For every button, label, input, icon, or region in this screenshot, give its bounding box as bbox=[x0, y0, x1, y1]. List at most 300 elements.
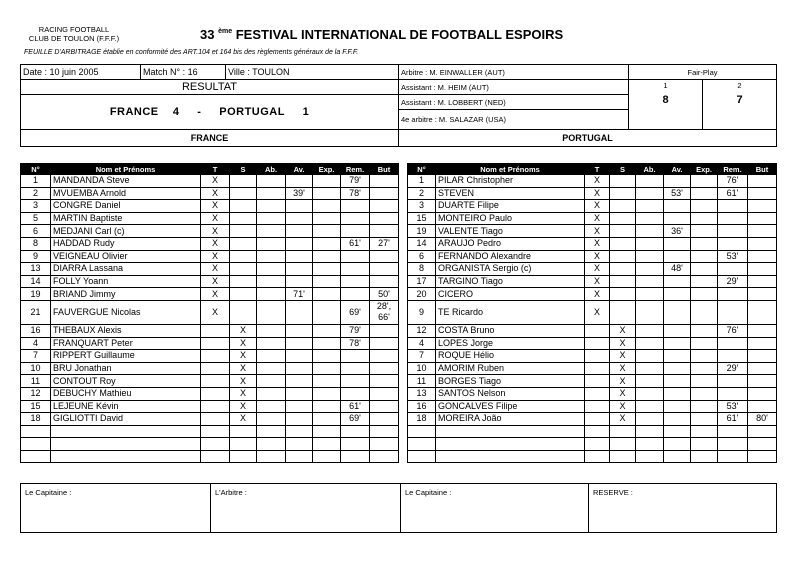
cell-t bbox=[201, 400, 230, 413]
cell-ab bbox=[257, 450, 286, 463]
cell-num: 5 bbox=[21, 212, 51, 225]
column-header: Nom et Prénoms bbox=[51, 164, 201, 175]
cell-num: 6 bbox=[21, 225, 51, 238]
away-score: 1 bbox=[302, 105, 310, 118]
cell-t: X bbox=[201, 300, 230, 324]
cell-ab bbox=[636, 212, 664, 225]
cell-exp bbox=[313, 450, 341, 463]
cell-but bbox=[748, 300, 777, 324]
cell-av bbox=[286, 225, 313, 238]
cell-t: X bbox=[585, 263, 610, 276]
cell-but bbox=[748, 175, 777, 188]
table-row bbox=[21, 425, 399, 438]
cell-t bbox=[585, 425, 610, 438]
cell-t bbox=[201, 324, 230, 337]
cell-name: FERNANDO Alexandre bbox=[436, 250, 585, 263]
cell-av bbox=[286, 175, 313, 188]
cell-but bbox=[748, 337, 777, 350]
cell-but bbox=[748, 425, 777, 438]
cell-s: X bbox=[610, 375, 636, 388]
cell-s bbox=[610, 450, 636, 463]
table-row bbox=[21, 237, 399, 250]
cell-exp bbox=[313, 300, 341, 324]
cell-exp bbox=[691, 450, 718, 463]
cell-but bbox=[370, 212, 399, 225]
cell-num bbox=[408, 425, 436, 438]
cell-t bbox=[201, 375, 230, 388]
fairplay-team-1 bbox=[629, 80, 703, 130]
match-city: Ville : TOULON bbox=[226, 65, 399, 80]
cell-exp bbox=[313, 425, 341, 438]
cell-rem bbox=[341, 225, 370, 238]
cell-num: 18 bbox=[408, 413, 436, 426]
cell-s bbox=[230, 212, 257, 225]
cell-num: 3 bbox=[408, 200, 436, 213]
cell-ab bbox=[636, 237, 664, 250]
cell-but bbox=[370, 175, 399, 188]
cell-exp bbox=[691, 300, 718, 324]
table-row bbox=[21, 275, 399, 288]
cell-av bbox=[664, 350, 691, 363]
cell-but bbox=[370, 187, 399, 200]
club-line-1: RACING FOOTBALL bbox=[38, 25, 110, 34]
cell-t: X bbox=[585, 300, 610, 324]
column-header: Rem. bbox=[718, 164, 748, 175]
cell-ab bbox=[257, 324, 286, 337]
cell-t: X bbox=[201, 187, 230, 200]
cell-rem: 53' bbox=[718, 400, 748, 413]
portugal-players-table bbox=[407, 163, 777, 463]
cell-t bbox=[585, 413, 610, 426]
cell-exp bbox=[313, 438, 341, 451]
cell-num: 10 bbox=[21, 362, 51, 375]
cell-name: HADDAD Rudy bbox=[51, 237, 201, 250]
referee: Arbitre : M. EINWALLER (AUT) bbox=[399, 65, 629, 80]
cell-rem: 61' bbox=[341, 237, 370, 250]
cell-rem: 79' bbox=[341, 324, 370, 337]
assistant-1: Assistant : M. HEIM (AUT) bbox=[399, 80, 629, 95]
cell-s bbox=[610, 438, 636, 451]
cell-ab bbox=[636, 200, 664, 213]
team-heading-portugal: PORTUGAL bbox=[399, 130, 777, 147]
fairplay-team-2 bbox=[703, 80, 777, 130]
cell-s bbox=[230, 438, 257, 451]
cell-exp bbox=[691, 400, 718, 413]
cell-ab bbox=[257, 175, 286, 188]
cell-but bbox=[748, 237, 777, 250]
cell-t: X bbox=[585, 225, 610, 238]
cell-exp bbox=[313, 175, 341, 188]
cell-t: X bbox=[585, 187, 610, 200]
france-body bbox=[21, 175, 399, 463]
cell-but bbox=[748, 400, 777, 413]
table-row bbox=[408, 187, 777, 200]
cell-name: FOLLY Yoann bbox=[51, 275, 201, 288]
cell-s bbox=[610, 288, 636, 301]
cell-name: ORGANISTA Sergio (c) bbox=[436, 263, 585, 276]
cell-exp bbox=[313, 187, 341, 200]
reserve-box[interactable]: RESERVE : bbox=[589, 484, 777, 533]
table-row bbox=[21, 175, 399, 188]
column-header: Av. bbox=[664, 164, 691, 175]
cell-name: MARTIN Baptiste bbox=[51, 212, 201, 225]
cell-av bbox=[664, 425, 691, 438]
cell-ab bbox=[636, 275, 664, 288]
cell-but bbox=[370, 375, 399, 388]
cell-av bbox=[286, 212, 313, 225]
cell-s bbox=[230, 275, 257, 288]
cell-ab bbox=[257, 212, 286, 225]
cell-ab bbox=[257, 337, 286, 350]
cell-s bbox=[610, 187, 636, 200]
cell-s bbox=[610, 212, 636, 225]
club-name bbox=[24, 25, 124, 43]
cell-ab bbox=[257, 187, 286, 200]
cell-name: GONCALVES Filipe bbox=[436, 400, 585, 413]
cell-name: MOREIRA João bbox=[436, 413, 585, 426]
table-row bbox=[21, 225, 399, 238]
cell-exp bbox=[691, 387, 718, 400]
home-captain-signature[interactable]: Le Capitaine : bbox=[21, 484, 211, 533]
column-header: S bbox=[610, 164, 636, 175]
club-line-2: CLUB DE TOULON (F.F.F.) bbox=[28, 34, 120, 43]
cell-exp bbox=[691, 250, 718, 263]
cell-s: X bbox=[610, 413, 636, 426]
cell-t: X bbox=[201, 263, 230, 276]
cell-exp bbox=[691, 362, 718, 375]
cell-t bbox=[585, 337, 610, 350]
cell-av: 48' bbox=[664, 263, 691, 276]
cell-t: X bbox=[201, 275, 230, 288]
cell-exp bbox=[691, 337, 718, 350]
cell-av bbox=[286, 200, 313, 213]
table-row bbox=[21, 413, 399, 426]
table-row bbox=[408, 400, 777, 413]
table-row bbox=[408, 438, 777, 451]
table-row bbox=[21, 450, 399, 463]
cell-av bbox=[664, 200, 691, 213]
cell-rem bbox=[341, 362, 370, 375]
cell-t bbox=[201, 350, 230, 363]
cell-num bbox=[408, 438, 436, 451]
cell-ab bbox=[636, 324, 664, 337]
cell-num: 4 bbox=[21, 337, 51, 350]
cell-ab bbox=[257, 237, 286, 250]
cell-rem: 29' bbox=[718, 362, 748, 375]
cell-but bbox=[370, 387, 399, 400]
cell-rem: 69' bbox=[341, 300, 370, 324]
match-date: Date : 10 juin 2005 bbox=[21, 65, 141, 80]
cell-ab bbox=[636, 350, 664, 363]
cell-name: MANDANDA Steve bbox=[51, 175, 201, 188]
cell-rem bbox=[341, 387, 370, 400]
cell-av bbox=[664, 375, 691, 388]
portugal-body bbox=[408, 175, 777, 463]
cell-ab bbox=[257, 362, 286, 375]
cell-but bbox=[748, 187, 777, 200]
cell-rem bbox=[341, 288, 370, 301]
cell-exp bbox=[313, 324, 341, 337]
cell-t: X bbox=[585, 175, 610, 188]
cell-ab bbox=[636, 187, 664, 200]
cell-but bbox=[748, 350, 777, 363]
cell-s bbox=[230, 425, 257, 438]
cell-name: ROQUE Hélio bbox=[436, 350, 585, 363]
cell-num: 6 bbox=[408, 250, 436, 263]
cell-rem: 76' bbox=[718, 324, 748, 337]
cell-name: ARAUJO Pedro bbox=[436, 237, 585, 250]
cell-rem: 79' bbox=[341, 175, 370, 188]
cell-name: BORGES Tiago bbox=[436, 375, 585, 388]
table-row bbox=[408, 413, 777, 426]
cell-t bbox=[585, 450, 610, 463]
cell-num: 19 bbox=[21, 288, 51, 301]
cell-name: MVUEMBA Arnold bbox=[51, 187, 201, 200]
cell-s: X bbox=[610, 362, 636, 375]
cell-exp bbox=[313, 212, 341, 225]
cell-but bbox=[370, 400, 399, 413]
cell-s bbox=[610, 300, 636, 324]
cell-rem: 53' bbox=[718, 250, 748, 263]
cell-exp bbox=[313, 400, 341, 413]
cell-exp bbox=[313, 275, 341, 288]
table-row bbox=[408, 450, 777, 463]
cell-num: 20 bbox=[408, 288, 436, 301]
column-header: Av. bbox=[286, 164, 313, 175]
cell-t: X bbox=[585, 237, 610, 250]
cell-but bbox=[370, 413, 399, 426]
cell-t bbox=[201, 337, 230, 350]
cell-s bbox=[230, 288, 257, 301]
cell-ab bbox=[636, 450, 664, 463]
cell-exp bbox=[691, 175, 718, 188]
cell-exp bbox=[313, 387, 341, 400]
cell-rem bbox=[341, 350, 370, 363]
cell-name: CONGRE Daniel bbox=[51, 200, 201, 213]
cell-s: X bbox=[230, 362, 257, 375]
cell-num: 18 bbox=[21, 413, 51, 426]
cell-but: 28', 66' bbox=[370, 300, 399, 324]
fairplay-value-1: 8 bbox=[662, 94, 669, 106]
cell-s bbox=[610, 250, 636, 263]
cell-s bbox=[230, 300, 257, 324]
cell-exp bbox=[691, 212, 718, 225]
cell-name: FRANQUART Peter bbox=[51, 337, 201, 350]
cell-rem bbox=[718, 212, 748, 225]
cell-num: 8 bbox=[21, 237, 51, 250]
cell-name: FAUVERGUE Nicolas bbox=[51, 300, 201, 324]
cell-ab bbox=[257, 425, 286, 438]
cell-ab bbox=[636, 337, 664, 350]
cell-ab bbox=[257, 263, 286, 276]
column-header: Nom et Prénoms bbox=[436, 164, 585, 175]
cell-num: 12 bbox=[21, 387, 51, 400]
portugal-header-row bbox=[408, 164, 777, 175]
cell-name: RIPPERT Guillaume bbox=[51, 350, 201, 363]
cell-s: X bbox=[610, 400, 636, 413]
table-row bbox=[408, 350, 777, 363]
cell-exp bbox=[313, 350, 341, 363]
column-header: Ab. bbox=[257, 164, 286, 175]
cell-av: 36' bbox=[664, 225, 691, 238]
cell-but bbox=[748, 225, 777, 238]
cell-ab bbox=[636, 225, 664, 238]
cell-num: 13 bbox=[21, 263, 51, 276]
cell-ab bbox=[636, 362, 664, 375]
cell-but: 50' bbox=[370, 288, 399, 301]
cell-num: 4 bbox=[408, 337, 436, 350]
cell-t bbox=[201, 438, 230, 451]
cell-but bbox=[748, 362, 777, 375]
table-row bbox=[408, 387, 777, 400]
table-row bbox=[408, 250, 777, 263]
cell-num: 9 bbox=[408, 300, 436, 324]
cell-t: X bbox=[585, 275, 610, 288]
cell-num: 14 bbox=[408, 237, 436, 250]
cell-rem bbox=[341, 212, 370, 225]
table-row bbox=[408, 200, 777, 213]
cell-num: 1 bbox=[408, 175, 436, 188]
cell-name bbox=[51, 438, 201, 451]
cell-av bbox=[664, 175, 691, 188]
cell-rem bbox=[718, 237, 748, 250]
cell-num: 17 bbox=[408, 275, 436, 288]
cell-rem: 78' bbox=[341, 187, 370, 200]
title-number: 33 bbox=[200, 27, 215, 42]
cell-but bbox=[370, 337, 399, 350]
cell-s: X bbox=[610, 324, 636, 337]
cell-rem bbox=[718, 288, 748, 301]
column-header: Exp. bbox=[691, 164, 718, 175]
cell-t bbox=[201, 387, 230, 400]
cell-t: X bbox=[201, 225, 230, 238]
cell-name: BRIAND Jimmy bbox=[51, 288, 201, 301]
cell-rem bbox=[718, 300, 748, 324]
cell-ab bbox=[636, 438, 664, 451]
cell-exp bbox=[313, 263, 341, 276]
column-header: Exp. bbox=[313, 164, 341, 175]
cell-s: X bbox=[230, 387, 257, 400]
cell-s bbox=[610, 263, 636, 276]
cell-ab bbox=[636, 175, 664, 188]
cell-av bbox=[664, 362, 691, 375]
cell-ab bbox=[636, 375, 664, 388]
cell-ab bbox=[257, 413, 286, 426]
cell-rem: 78' bbox=[341, 337, 370, 350]
cell-but bbox=[370, 263, 399, 276]
cell-t bbox=[585, 400, 610, 413]
table-row bbox=[21, 200, 399, 213]
away-captain-signature[interactable]: Le Capitaine : bbox=[401, 484, 589, 533]
cell-s bbox=[610, 175, 636, 188]
cell-name: CICERO bbox=[436, 288, 585, 301]
cell-rem bbox=[341, 275, 370, 288]
cell-name: CONTOUT Roy bbox=[51, 375, 201, 388]
cell-av bbox=[286, 237, 313, 250]
title-text: FESTIVAL INTERNATIONAL DE FOOTBALL ESPOIRS bbox=[235, 27, 564, 42]
cell-but bbox=[370, 324, 399, 337]
cell-av bbox=[664, 212, 691, 225]
cell-num: 11 bbox=[408, 375, 436, 388]
cell-name: VALENTE Tiago bbox=[436, 225, 585, 238]
cell-s: X bbox=[230, 350, 257, 363]
cell-ab bbox=[257, 400, 286, 413]
cell-num: 21 bbox=[21, 300, 51, 324]
cell-ab bbox=[636, 413, 664, 426]
cell-but bbox=[370, 200, 399, 213]
cell-t bbox=[201, 413, 230, 426]
table-row bbox=[408, 263, 777, 276]
cell-av bbox=[286, 450, 313, 463]
cell-name: MONTEIRO Paulo bbox=[436, 212, 585, 225]
table-row bbox=[408, 288, 777, 301]
cell-but bbox=[748, 324, 777, 337]
cell-ab bbox=[257, 275, 286, 288]
cell-rem bbox=[341, 450, 370, 463]
cell-t: X bbox=[585, 212, 610, 225]
cell-rem bbox=[341, 425, 370, 438]
cell-av bbox=[664, 387, 691, 400]
cell-ab bbox=[636, 387, 664, 400]
cell-name: TE Ricardo bbox=[436, 300, 585, 324]
referee-signature[interactable]: L'Arbitre : bbox=[211, 484, 401, 533]
cell-name: BRU Jonathan bbox=[51, 362, 201, 375]
cell-rem bbox=[718, 225, 748, 238]
cell-exp bbox=[313, 337, 341, 350]
cell-rem bbox=[341, 438, 370, 451]
cell-av bbox=[664, 300, 691, 324]
cell-name: STEVEN bbox=[436, 187, 585, 200]
cell-exp bbox=[313, 237, 341, 250]
cell-num: 7 bbox=[408, 350, 436, 363]
cell-t bbox=[201, 450, 230, 463]
cell-rem bbox=[718, 350, 748, 363]
table-row bbox=[408, 362, 777, 375]
table-row bbox=[21, 337, 399, 350]
cell-s: X bbox=[230, 337, 257, 350]
cell-rem bbox=[718, 425, 748, 438]
cell-av bbox=[664, 275, 691, 288]
cell-t bbox=[585, 324, 610, 337]
table-row bbox=[408, 212, 777, 225]
cell-av bbox=[286, 375, 313, 388]
cell-t: X bbox=[585, 200, 610, 213]
cell-exp bbox=[313, 413, 341, 426]
cell-ab bbox=[636, 400, 664, 413]
cell-s: X bbox=[610, 387, 636, 400]
cell-num: 1 bbox=[21, 175, 51, 188]
cell-ab bbox=[257, 387, 286, 400]
signature-table bbox=[20, 483, 777, 533]
cell-s bbox=[610, 200, 636, 213]
cell-av bbox=[286, 387, 313, 400]
cell-name: TARGINO Tiago bbox=[436, 275, 585, 288]
cell-s bbox=[230, 250, 257, 263]
cell-t: X bbox=[201, 237, 230, 250]
column-header: But bbox=[370, 164, 399, 175]
cell-name: MEDJANI Carl (c) bbox=[51, 225, 201, 238]
cell-but bbox=[748, 212, 777, 225]
cell-t bbox=[201, 362, 230, 375]
column-header: N° bbox=[21, 164, 51, 175]
table-row bbox=[21, 187, 399, 200]
cell-but bbox=[748, 275, 777, 288]
cell-but: 80' bbox=[748, 413, 777, 426]
cell-exp bbox=[691, 263, 718, 276]
cell-t: X bbox=[201, 175, 230, 188]
cell-num bbox=[21, 425, 51, 438]
cell-name: VEIGNEAU Olivier bbox=[51, 250, 201, 263]
